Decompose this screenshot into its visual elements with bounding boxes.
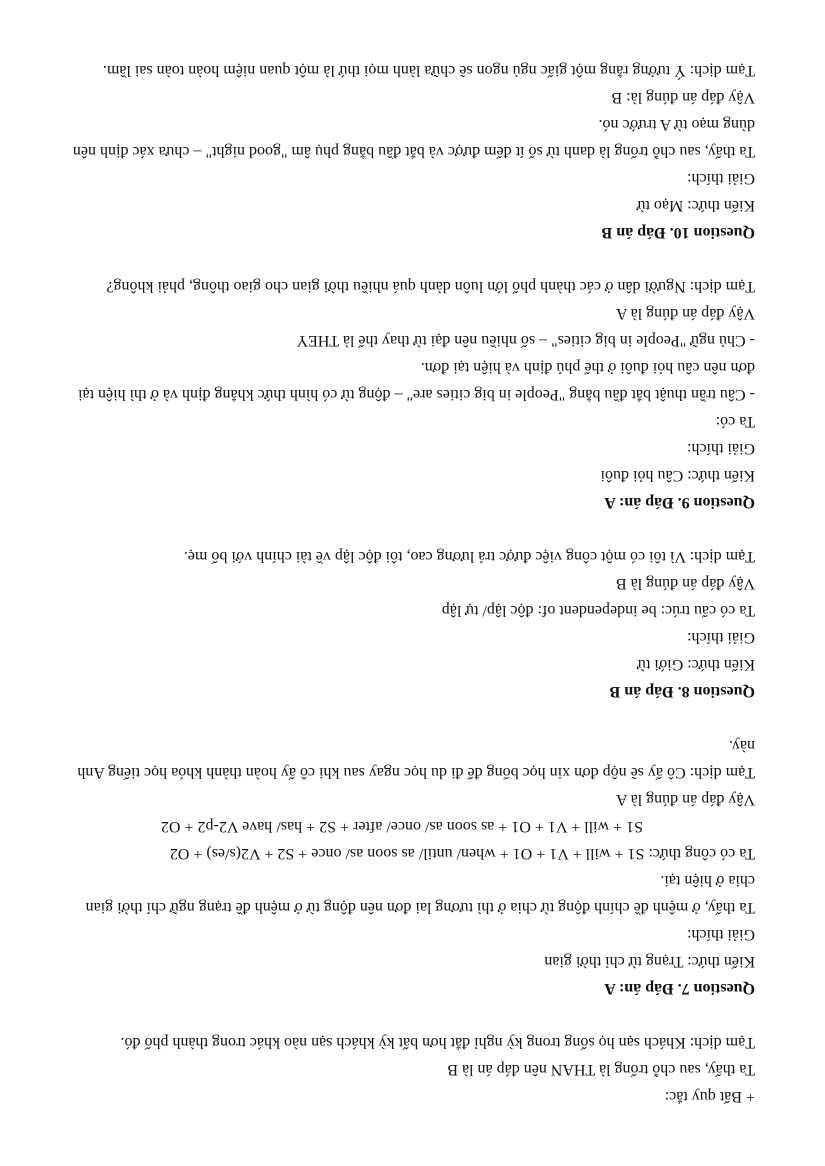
translation-text: Tạm dịch: Khách sạn họ sống trong kỳ nghỉ đắt hơn bất kỳ khách sạn nào khác trong thành phố đó. [120,1034,755,1051]
irregular-heading: + Bất quy tắc: [664,1088,755,1105]
question-10-answer: Vậy đáp án đúng là: B [611,89,755,106]
question-9-knowledge: Kiến thức: Câu hỏi đuôi [600,467,755,484]
question-10-explanation: Ta thấy, sau chỗ trống là danh từ số ít đếm được và bắt đầu bằng phụ âm "good night" – chưa xác định nên dùng mạo từ A trước nó. [72,116,755,160]
answer-key-content [65,57,755,1110]
question-9-answer: Vậy đáp án đúng là A [615,305,755,322]
question-9-explanation-label: Giải thích: [687,440,755,457]
question-8-heading: Question 8. Đáp án B [609,683,755,700]
question-7-translation: Tạm dịch: Cô ấy sẽ nộp đơn xin học bổng để đi du học ngay sau khi cô ấy hoàn thành khóa học tiếng Anh này. [77,737,755,781]
question-8-knowledge: Kiến thức: Giới từ [637,656,755,673]
question-10-translation: Tạm dịch: Ý tưởng rằng một giấc ngủ ngon sẽ chữa lành mọi thứ là một quan niệm hoàn toàn sai lầm. [102,62,755,79]
question-7-explanation-label: Giải thích: [687,926,755,943]
explanation-text: Ta thấy, sau chỗ trống là THAN nên đáp án là B [447,1061,755,1078]
question-7-formula-2: S1 + will + V1 + O1 + as soon as/ once/ after + S2 + has/ have V2-p2 + O2 [160,818,643,835]
question-7-answer: Vậy đáp án đúng là A [615,791,755,808]
question-8-answer: Vậy đáp án đúng là B [615,575,755,592]
question-9-ta-co: Ta có: [715,413,755,430]
question-7-formula-1: Ta có công thức: S1 + will + V1 + O1 + when/ until/ as soon as/ once + S2 + V2(s/es) + O2 [169,845,755,862]
question-9-explanation-2: - Chủ ngữ "People in big cities" – số nhiều nên đại từ thay thế là THEY [296,332,755,349]
question-9-translation: Tạm dịch: Người dân ở các thành phố lớn luôn dành quá nhiều thời gian cho giao thông, phải không? [106,278,755,295]
question-8-explanation: Ta có cấu trúc: be independent of: độc lập/ tự lập [441,602,755,619]
question-10-explanation-label: Giải thích: [687,170,755,187]
question-7-explanation: Ta thấy, ở mệnh đề chính động từ chia ở thì tương lai đơn nên động từ ở mệnh đề trạng ngữ chỉ thời gian chia ở hiện tại. [85,872,755,916]
question-8-translation: Tạm dịch: Vì tôi có một công việc được trả lương cao, tôi độc lập về tài chính với bố mẹ. [183,548,755,565]
question-10-heading: Question 10. Đáp án B [601,224,755,241]
question-9-explanation-1: - Câu trần thuật bắt đầu bằng "People in big cities are" – động từ có hình thức khẳng định và ở thì hiện tại đơn nên câu hỏi đuôi ở thể phủ định và hiện tại đơn. [78,359,755,403]
question-7-heading: Question 7. Đáp án: A [604,980,755,997]
question-7-knowledge: Kiến thức: Trạng từ chỉ thời gian [544,953,755,970]
question-8-explanation-label: Giải thích: [687,629,755,646]
question-10-knowledge: Kiến thức: Mạo từ [636,197,755,214]
question-9-heading: Question 9. Đáp án: A [604,494,755,511]
